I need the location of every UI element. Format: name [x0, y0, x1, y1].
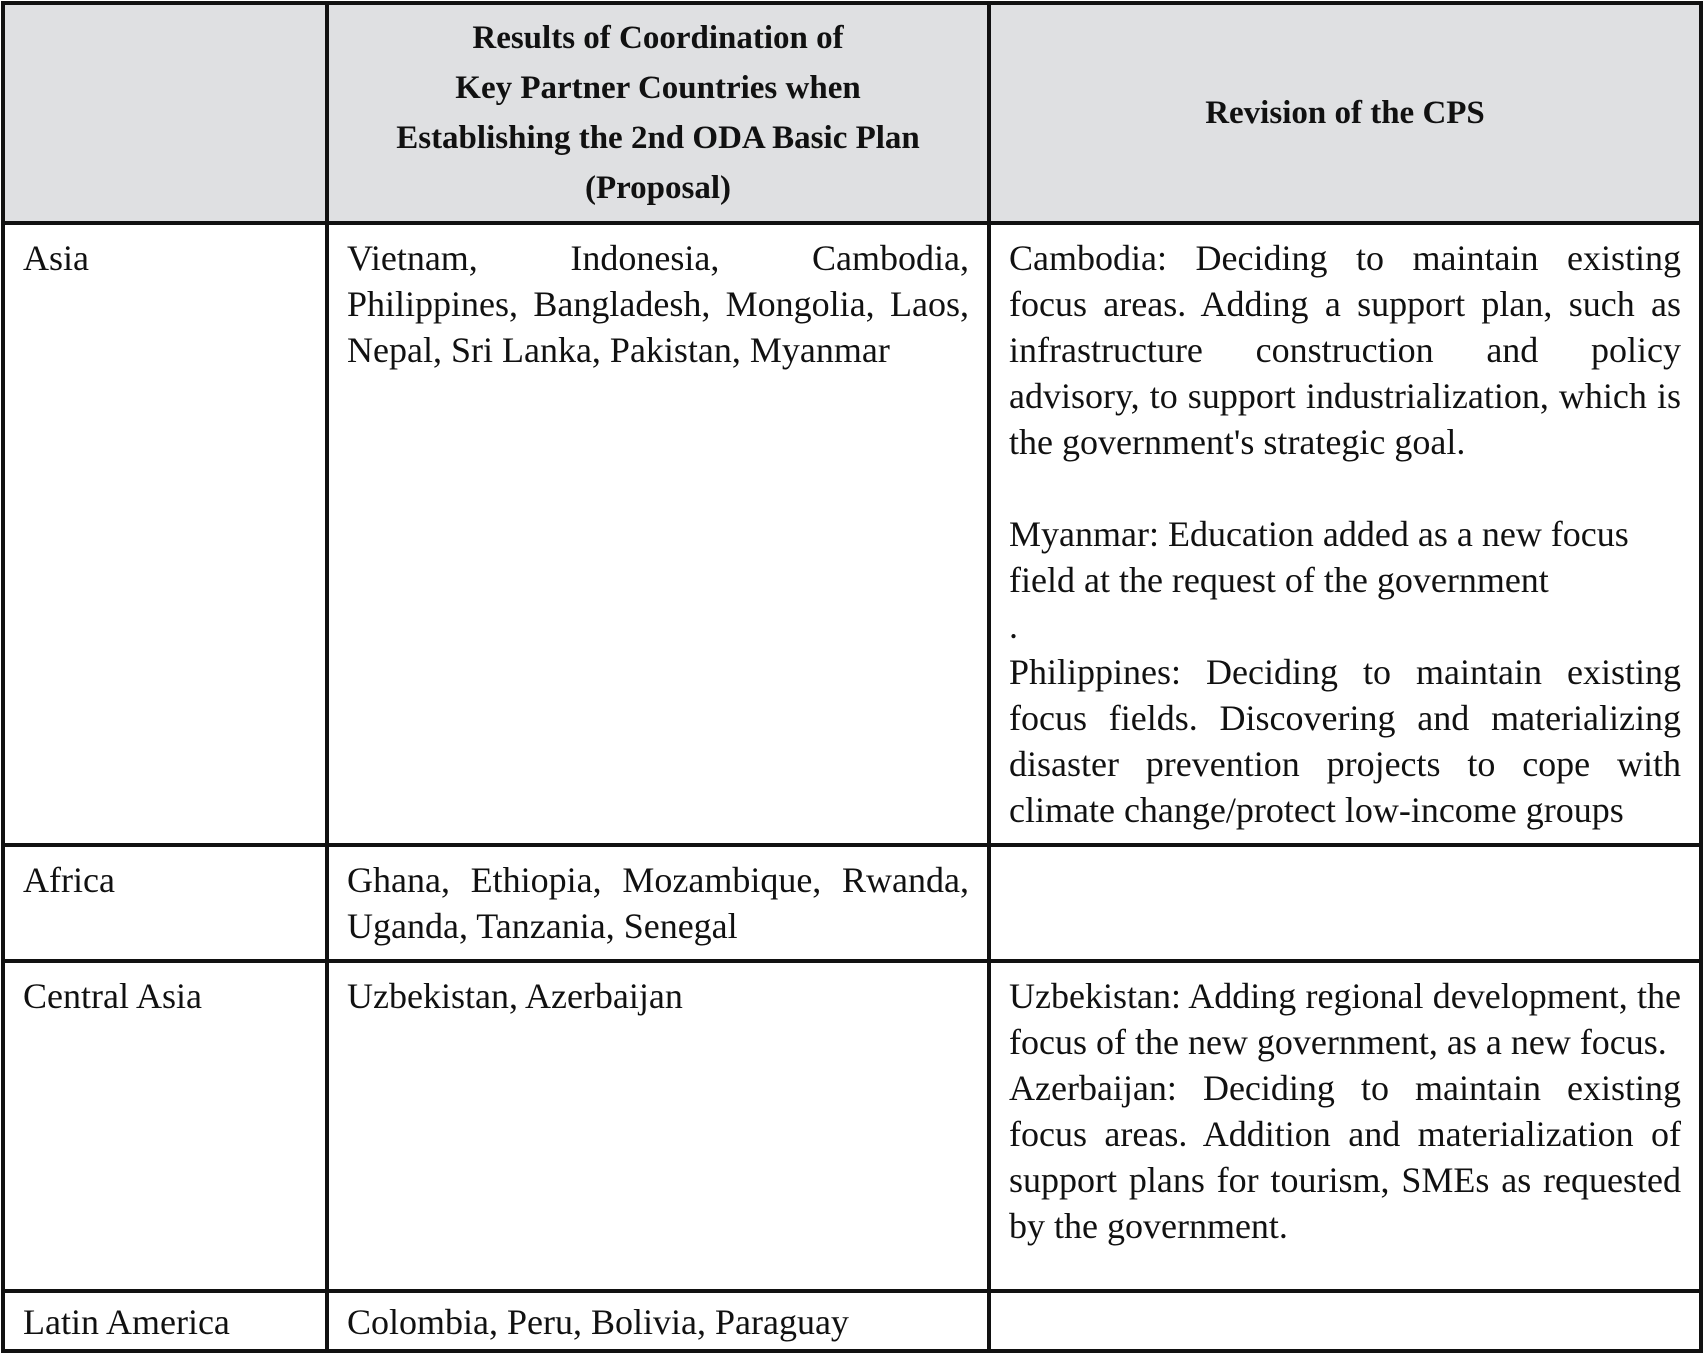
table-row-central-asia: [3, 961, 1701, 1291]
revision-philippines: Philippines: Deciding to maintain existing focus fields. Discovering and materializing disaster prevention projects to cope with climate change/protect low-income groups: [1009, 652, 1681, 830]
header-coordination-line-1: Results of Coordination of: [472, 20, 844, 56]
revision-cambodia: Cambodia: Deciding to maintain existing focus areas. Adding a support plan, such as infrastructure construction and policy advisory, to support industrialization, which is the government's strategic goal.: [1009, 238, 1681, 462]
partner-countries-cell: Vietnam, Indonesia, Cambodia, Philippines, Bangladesh, Mongolia, Laos, Nepal, Sri Lanka, Pakistan, Myanmar: [327, 223, 989, 845]
header-coordination-results: [327, 3, 989, 223]
partner-countries-cell: Ghana, Ethiopia, Mozambique, Rwanda, Uganda, Tanzania, Senegal: [327, 845, 989, 961]
revision-uzbekistan: Uzbekistan: Adding regional development, the focus of the new government, as a new focus.: [1009, 976, 1681, 1062]
oda-partner-table: [1, 1, 1703, 1353]
revision-myanmar-dot: .: [1009, 606, 1018, 646]
cps-revision-cell: [989, 961, 1701, 1291]
table-row-africa: [3, 845, 1701, 961]
cps-revision-cell: [989, 845, 1701, 961]
cps-revision-cell: [989, 1291, 1701, 1351]
region-cell: Latin America: [3, 1291, 327, 1351]
header-region-cell: [3, 3, 327, 223]
header-coordination-line-2: Key Partner Countries when: [455, 70, 861, 106]
cps-revision-cell: [989, 223, 1701, 845]
revision-myanmar: Myanmar: Education added as a new focus field at the request of the government: [1009, 514, 1629, 600]
region-cell: Africa: [3, 845, 327, 961]
header-coordination-line-4: (Proposal): [584, 170, 732, 206]
region-cell: Asia: [3, 223, 327, 845]
partner-countries-cell: Colombia, Peru, Bolivia, Paraguay: [327, 1291, 989, 1351]
header-coordination-line-3: Establishing the 2nd ODA Basic Plan: [396, 120, 920, 156]
region-cell: Central Asia: [3, 961, 327, 1291]
header-cps-revision: Revision of the CPS: [989, 3, 1701, 223]
header-row: [3, 3, 1701, 223]
revision-azerbaijan: Azerbaijan: Deciding to maintain existing focus areas. Addition and materialization of support plans for tourism, SMEs as requested by the government.: [1009, 1068, 1681, 1246]
table-row-asia: [3, 223, 1701, 845]
table-row-latin-america: [3, 1291, 1701, 1351]
partner-countries-cell: Uzbekistan, Azerbaijan: [327, 961, 989, 1291]
